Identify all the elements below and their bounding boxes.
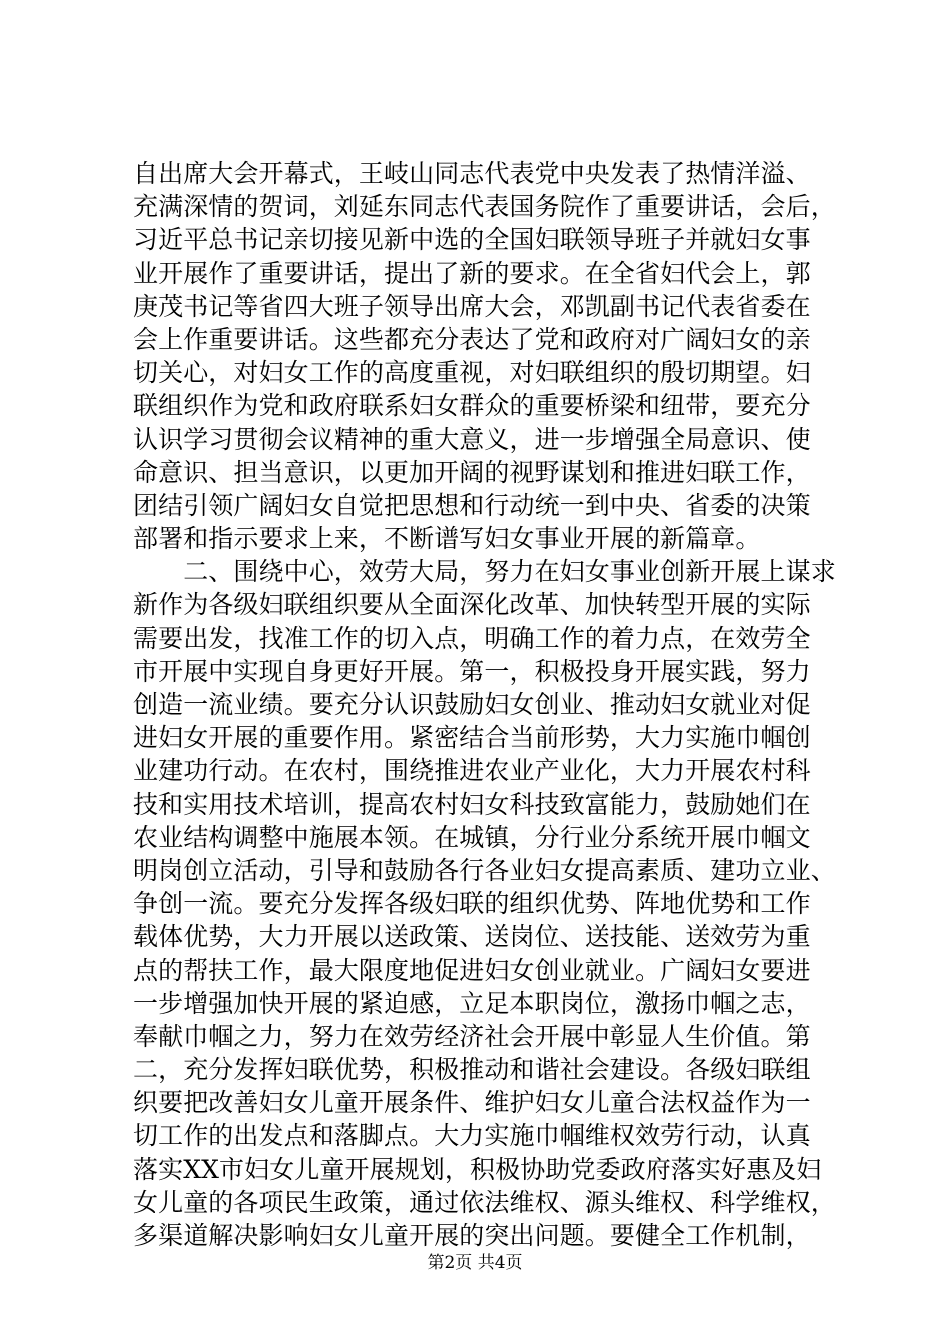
text-line: 新作为各级妇联组织要从全面深化改革、加快转型开展的实际	[133, 590, 811, 620]
text-line: 庚茂书记等省四大班子领导出席大会，邓凯副书记代表省委在	[133, 291, 811, 321]
page-number-footer: 第2页 共4页	[427, 1253, 523, 1273]
text-line: 女儿童的各项民生政策，通过依法维权、源头维权、科学维权，	[133, 1187, 836, 1217]
text-line: 一步增强加快开展的紧迫感，立足本职岗位，激扬巾帼之志，	[133, 988, 811, 1018]
text-line: 会上作重要讲话。这些都充分表达了党和政府对广阔妇女的亲	[133, 324, 811, 354]
text-line: 命意识、担当意识，以更加开阔的视野谋划和推进妇联工作，	[133, 457, 811, 487]
text-line: 业开展作了重要讲话，提出了新的要求。在全省妇代会上，郭	[133, 258, 811, 288]
text-line: 织要把改善妇女儿童开展条件、维护妇女儿童合法权益作为一	[133, 1088, 811, 1118]
text-line: 奉献巾帼之力，努力在效劳经济社会开展中彰显人生价值。第	[133, 1021, 811, 1051]
text-line: 部署和指示要求上来，不断谱写妇女事业开展的新篇章。	[133, 524, 761, 554]
body-text	[133, 157, 836, 1252]
text-line: 创造一流业绩。要充分认识鼓励妇女创业、推动妇女就业对促	[133, 690, 811, 719]
text-line: 习近平总书记亲切接见新中选的全国妇联领导班子并就妇女事	[133, 225, 811, 255]
text-line: 团结引领广阔妇女自觉把思想和行动统一到中央、省委的决策	[133, 490, 811, 520]
text-line: 多渠道解决影响妇女儿童开展的突出问题。要健全工作机制，	[133, 1221, 811, 1250]
text-line: 落实XX市妇女儿童开展规划，积极协助党委政府落实好惠及妇	[133, 1154, 822, 1184]
text-line: 业建功行动。在农村，围绕推进农业产业化，大力开展农村科	[133, 756, 811, 786]
text-line: 二，充分发挥妇联优势，积极推动和谐社会建设。各级妇联组	[133, 1055, 811, 1085]
text-line: 联组织作为党和政府联系妇女群众的重要桥梁和纽带，要充分	[133, 391, 811, 421]
section-heading-line: 二、围绕中心，效劳大局，努力在妇女事业创新开展上谋求	[133, 557, 836, 587]
text-line: 切关心，对妇女工作的高度重视，对妇联组织的殷切期望。妇	[133, 358, 811, 388]
text-line: 切工作的出发点和落脚点。大力实施巾帼维权效劳行动，认真	[133, 1121, 811, 1151]
text-line: 技和实用技术培训，提高农村妇女科技致富能力，鼓励她们在	[133, 789, 811, 819]
text-line: 明岗创立活动，引导和鼓励各行各业妇女提高素质、建功立业、	[133, 855, 836, 885]
text-line: 自出席大会开幕式，王岐山同志代表党中央发表了热情洋溢、	[133, 159, 811, 188]
text-line: 充满深情的贺词，刘延东同志代表国务院作了重要讲话，会后，	[133, 192, 836, 222]
text-line: 点的帮扶工作，最大限度地促进妇女创业就业。广阔妇女要进	[133, 955, 811, 985]
text-line: 需要出发，找准工作的切入点，明确工作的着力点，在效劳全	[133, 623, 811, 653]
text-line: 争创一流。要充分发挥各级妇联的组织优势、阵地优势和工作	[133, 889, 811, 919]
text-line: 农业结构调整中施展本领。在城镇，分行业分系统开展巾帼文	[133, 822, 811, 852]
text-line: 载体优势，大力开展以送政策、送岗位、送技能、送效劳为重	[133, 922, 811, 952]
text-line: 认识学习贯彻会议精神的重大意义，进一步增强全局意识、使	[133, 424, 811, 454]
text-line: 市开展中实现自身更好开展。第一，积极投身开展实践，努力	[133, 656, 811, 686]
text-line: 进妇女开展的重要作用。紧密结合当前形势，大力实施巾帼创	[133, 723, 811, 753]
